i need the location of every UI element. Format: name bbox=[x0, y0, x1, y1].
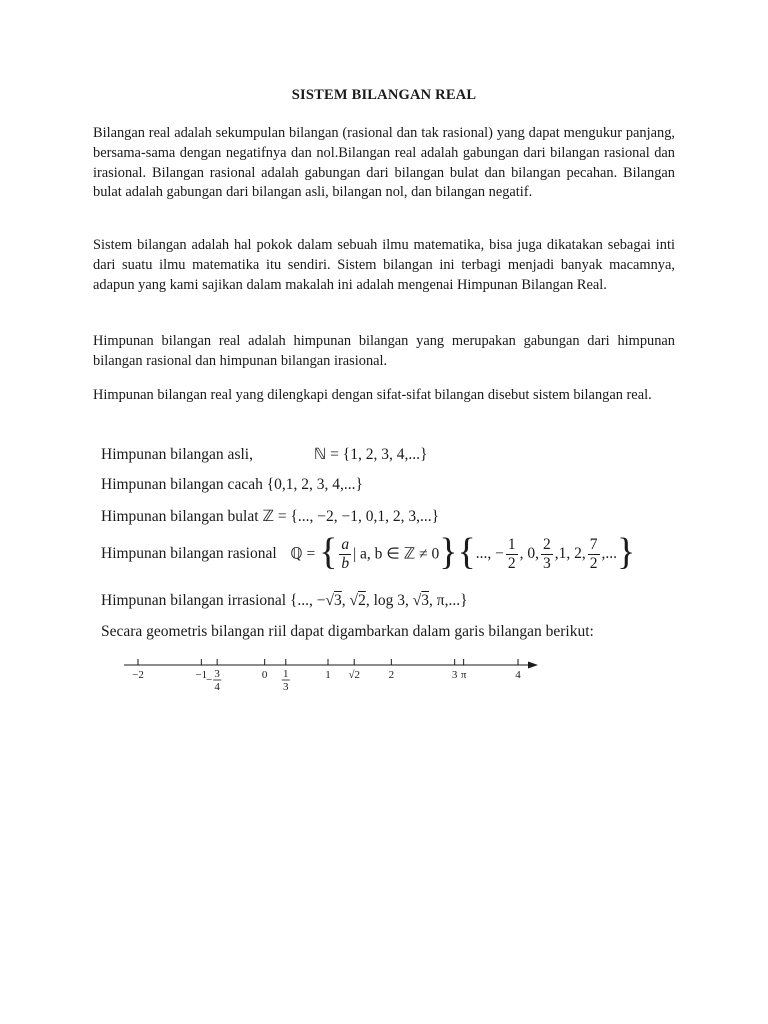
left-brace-2: { bbox=[457, 531, 476, 573]
radicand: 2 bbox=[358, 592, 366, 609]
fraction-seven-halves bbox=[588, 537, 600, 571]
set-rational-row bbox=[101, 531, 636, 573]
arrow-right-icon bbox=[528, 662, 538, 669]
left-brace: { bbox=[319, 531, 338, 573]
set-rational-q: ℚ = bbox=[290, 545, 316, 563]
rational-examples-start: ..., − bbox=[475, 545, 504, 562]
fraction-numerator: 3 bbox=[214, 668, 220, 680]
tick-label: 2 bbox=[388, 669, 395, 681]
tick-label: π bbox=[460, 669, 467, 681]
set-rational-label: Himpunan bilangan rasional bbox=[101, 545, 277, 562]
irrational-expr-part3: , log 3, √ bbox=[365, 592, 422, 609]
fraction-denominator: b bbox=[341, 554, 350, 572]
paragraph-3: Himpunan bilangan real adalah himpunan bilangan yang merupakan gabungan dari himpunan bilangan rasional dan himpunan bilangan irasional. bbox=[93, 333, 675, 369]
geometric-caption: Secara geometris bilangan riil dapat digambarkan dalam garis bilangan berikut: bbox=[101, 623, 594, 640]
radicand: 3 bbox=[334, 592, 342, 609]
rational-examples-mid: , 0, bbox=[519, 545, 539, 562]
set-irrational-row bbox=[101, 592, 468, 610]
tick-label: −2 bbox=[132, 669, 144, 681]
fraction-two-thirds bbox=[541, 537, 553, 571]
tick-label: √2 bbox=[348, 669, 361, 681]
fraction-denominator: 2 bbox=[589, 554, 598, 572]
tick-label: −1 bbox=[195, 669, 208, 681]
set-natural-row bbox=[101, 445, 427, 464]
set-natural-expr: ℕ = {1, 2, 3, 4,...} bbox=[313, 446, 428, 463]
fraction-denominator: 4 bbox=[214, 681, 220, 693]
fraction-denominator: 2 bbox=[507, 554, 516, 572]
paragraph-4: Himpunan bilangan real yang dilengkapi dengan sifat-sifat bilangan disebut sistem bilangan real. bbox=[93, 387, 652, 403]
fraction-numerator: 2 bbox=[543, 536, 551, 553]
set-whole-expr: {0,1, 2, 3, 4,...} bbox=[266, 476, 363, 493]
paragraph-2: Sistem bilangan adalah hal pokok dalam sebuah ilmu matematika, bisa juga dikatakan sebagai inti dari suatu ilmu matematika itu sendiri. Sistem bilangan ini terbagi menjadi banyak macamnya, adapun yang kami sajikan dalam makalah ini adalah mengenai Himpunan Bilangan Real. bbox=[93, 237, 675, 293]
fraction-denominator: 3 bbox=[283, 681, 289, 693]
fraction-numerator: 1 bbox=[507, 536, 516, 553]
set-natural-label: Himpunan bilangan asli, bbox=[101, 446, 253, 463]
set-rational-condition: | a, b ∈ ℤ ≠ 0 bbox=[353, 545, 440, 563]
irrational-expr-part2: , √ bbox=[341, 592, 359, 609]
irrational-expr-part4: , π,...} bbox=[429, 592, 468, 609]
tick-label: 4 bbox=[515, 669, 521, 681]
fraction-numerator: 1 bbox=[283, 668, 289, 680]
tick-label: 3 bbox=[451, 669, 458, 681]
tick-label: 1 bbox=[325, 669, 331, 681]
set-integer-expr: ℤ = {..., −2, −1, 0,1, 2, 3,...} bbox=[262, 508, 440, 525]
set-integer-row bbox=[101, 507, 439, 526]
right-brace-2: } bbox=[617, 531, 636, 573]
set-whole-row bbox=[101, 476, 363, 494]
radicand: 3 bbox=[421, 592, 430, 609]
fraction-one-half bbox=[506, 537, 518, 571]
fraction-numerator: a bbox=[341, 536, 350, 553]
rational-examples-mid2: ,1, 2, bbox=[554, 545, 586, 562]
page-title: SISTEM BILANGAN REAL bbox=[291, 87, 477, 103]
number-line bbox=[110, 650, 550, 710]
right-brace: } bbox=[439, 531, 458, 573]
set-integer-label: Himpunan bilangan bulat bbox=[101, 508, 259, 525]
set-whole-label: Himpunan bilangan cacah bbox=[101, 476, 263, 493]
tick-label: 0 bbox=[261, 669, 268, 681]
rational-examples-end: ,... bbox=[601, 545, 617, 562]
number-line-ticks bbox=[132, 659, 521, 693]
set-irrational-label: Himpunan bilangan irrasional bbox=[101, 592, 287, 609]
paragraph-1: Bilangan real adalah sekumpulan bilangan (rasional dan tak rasional) yang dapat mengukur panjang, bersama-sama dengan negatifnya dan nol.Bilangan real adalah gabungan dari bilangan rasional dan irasional. Bilangan rasional adalah gabungan dari bilangan bulat dan bilangan pecahan. Bilangan bulat adalah gabungan dari bilangan asli, bilangan nol, dan bilangan negatif. bbox=[93, 125, 675, 201]
irrational-expr-part1: {..., −√ bbox=[289, 592, 335, 609]
fraction-sign: − bbox=[206, 674, 213, 686]
fraction-denominator: 3 bbox=[543, 554, 551, 572]
fraction-a-over-b bbox=[339, 537, 351, 571]
fraction-numerator: 7 bbox=[589, 536, 598, 553]
